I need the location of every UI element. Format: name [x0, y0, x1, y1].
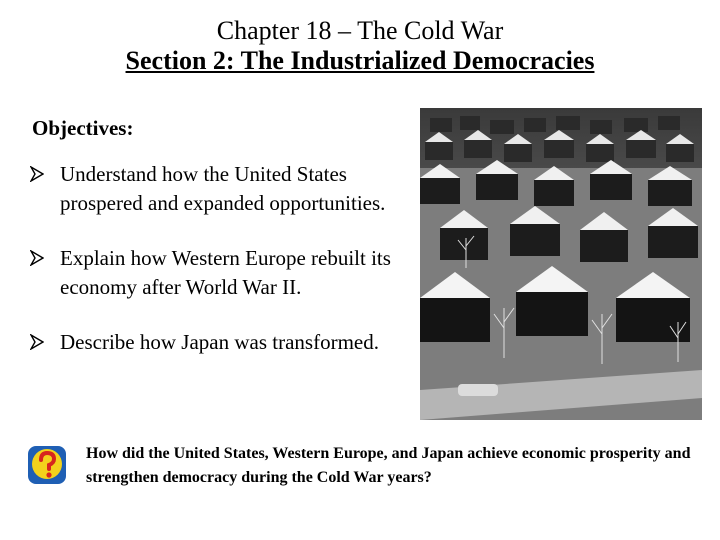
objective-text: Describe how Japan was transformed. [60, 330, 379, 354]
suburban-houses-photo [420, 108, 702, 420]
photo-illustration [420, 108, 702, 420]
objective-text: Understand how the United States prospered and expanded opportunities. [60, 162, 386, 215]
chapter-title: Chapter 18 – The Cold War [216, 16, 504, 45]
arrow-bullet-icon [30, 250, 44, 266]
title-block [0, 16, 720, 76]
objectives-list [30, 160, 420, 357]
arrow-bullet-icon [30, 334, 44, 350]
objective-item-1 [30, 160, 420, 218]
arrow-bullet-icon [30, 166, 44, 182]
objective-item-2 [30, 244, 420, 302]
objective-text: Explain how Western Europe rebuilt its economy after World War II. [60, 246, 391, 299]
essential-question: How did the United States, Western Europe, and Japan achieve economic prosperity and strengthen democracy during the Cold War years? [86, 445, 691, 486]
section-title: Section 2: The Industrialized Democracies [125, 46, 595, 75]
objective-item-3 [30, 328, 420, 357]
objectives-heading: Objectives: [32, 116, 134, 140]
question-mark-icon [24, 442, 70, 488]
